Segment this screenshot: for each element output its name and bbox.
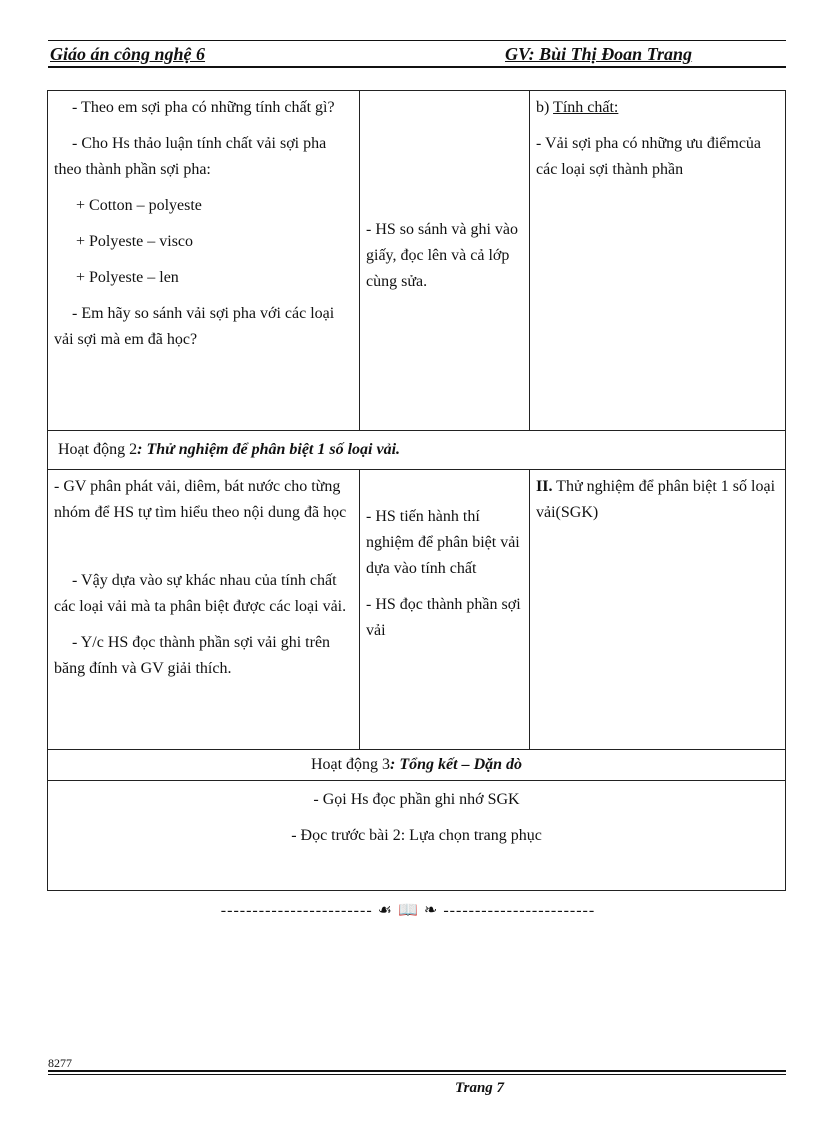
content-cell [530,470,786,750]
student-activity-text: - HS tiến hành thí nghiệm để phân biệt vải dựa vào tính chất [366,508,520,577]
activity-header-row [48,750,786,781]
teacher-instruction: - Vậy dựa vào sự khác nhau của tính chất các loại vải mà ta phân biệt được các loại vải. [54,572,347,615]
content-heading: Tính chất: [553,99,619,116]
summary-line: - Đọc trước bài 2: Lựa chọn trang phục [291,827,542,844]
teacher-activity-cell [48,91,360,431]
teacher-activity-cell [48,470,360,750]
student-activity-cell [360,470,530,750]
activity-2-label: Hoạt động 2 [58,441,138,458]
activity-3-title: : Tổng kết – Dặn dò [390,756,523,773]
activity-2-title: : Thử nghiệm để phân biệt 1 số loại vải. [137,441,401,458]
table-row [48,91,786,431]
activity-3-header [48,750,786,781]
table-row [48,470,786,750]
content-roman: II. [536,478,553,495]
ornament-divider: ------------------------ ☙ 📖 ❧ ------------------------ [220,902,596,919]
activity-header-row [48,431,786,470]
lesson-table [47,90,786,891]
page-number: Trang 7 [455,1080,505,1096]
blend-item: + Polyeste – len [76,269,179,286]
header-teacher: GV: Bùi Thị Đoan Trang [505,44,693,64]
blend-item: + Cotton – polyeste [76,197,202,214]
footer-rule-thin [48,1074,786,1075]
content-prefix: b) [536,99,550,116]
student-activity-text: - HS so sánh và ghi vào giấy, đọc lên và cả lớp cùng sửa. [366,220,518,290]
footer-code: 8277 [48,1056,72,1070]
header-rule-bottom [48,66,786,68]
summary-cell [48,781,786,891]
blend-item: + Polyeste – visco [76,233,194,250]
content-cell [530,91,786,431]
student-activity-text: - HS đọc thành phần sợi vải [366,596,521,639]
discussion-instruction: - Cho Hs thảo luận tính chất vải sợi pha theo thành phần sợi pha: [54,135,327,178]
table-row [48,781,786,891]
question-properties: - Theo em sợi pha có những tính chất gì? [72,99,335,116]
teacher-instruction: - Y/c HS đọc thành phần sợi vải ghi trên băng đính và GV giải thích. [54,634,331,677]
teacher-instruction: - GV phân phát vải, diêm, bát nước cho từng nhóm để HS tự tìm hiểu theo nội dung đã học [54,478,347,521]
header-title: Giáo án công nghệ 6 [50,44,206,64]
summary-line: - Gọi Hs đọc phần ghi nhớ SGK [313,791,520,808]
content-text: - Vải sợi pha có những ưu điểmcủa các loại sợi thành phần [536,135,762,178]
activity-2-header [48,431,786,470]
footer-rule [48,1070,786,1072]
header-rule-top [48,40,786,41]
student-activity-cell [360,91,530,431]
comparison-question: - Em hãy so sánh vải sợi pha với các loại vải sợi mà em đã học? [54,305,335,348]
activity-3-label: Hoạt động 3 [310,756,391,773]
content-text: Thử nghiệm để phân biệt 1 số loại vải(SGK) [536,478,776,521]
